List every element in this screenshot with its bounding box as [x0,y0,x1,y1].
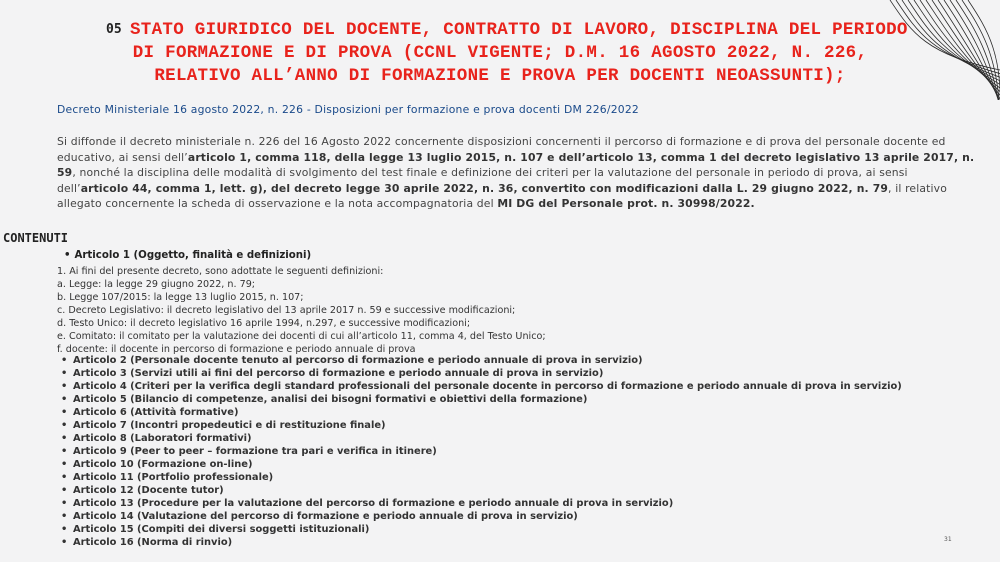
list-item [61,406,902,419]
title-line: DI FORMAZIONE E DI PROVA (CCNL VIGENTE; D.M. 16 AGOSTO 2022, N. 226, [132,43,868,63]
list-item [61,367,902,380]
articles-list [61,354,902,549]
list-item [61,419,902,432]
bullet-icon: • [61,524,68,535]
list-item [61,497,902,510]
definition-item: f. docente: il docente in percorso di formazione e periodo annuale di prova [57,344,416,355]
article-label: Articolo 11 (Portfolio professionale) [73,472,274,483]
bullet-icon: • [61,420,68,431]
article-label: Articolo 7 (Incontri propedeutici e di restituzione finale) [73,420,386,431]
intro-text: , il relativo allegato concernente la scheda di osservazione e la nota accompagnatoria del [57,181,947,210]
bullet-icon: • [61,368,68,379]
title-line: STATO GIURIDICO DEL DOCENTE, CONTRATTO DI LAVORO, DISCIPLINA DEL PERIODO [130,20,908,40]
intro-paragraph [57,134,977,212]
bullet-icon: • [61,485,68,496]
article-label: Articolo 16 (Norma di rinvio) [73,537,233,548]
intro-bold-text: MI DG del Personale prot. n. 30998/2022. [497,197,755,210]
article-label: Articolo 2 (Personale docente tenuto al percorso di formazione e periodo annuale di prova in servizio) [73,355,643,366]
article-label: Articolo 9 (Peer to peer – formazione tra pari e verifica in itinere) [73,446,437,457]
page-title [130,19,908,88]
bullet-icon: • [61,459,68,470]
article-label: Articolo 10 (Formazione on-line) [73,459,253,470]
page-number: 31 [944,536,952,543]
definitions-list [57,265,546,356]
bullet-icon: • [61,537,68,548]
list-item [61,523,902,536]
bullet-icon: • [61,472,68,483]
list-item [61,510,902,523]
bullet-icon: • [61,407,68,418]
intro-text: Si diffonde il decreto ministeriale n. 226 del 16 Agosto 2022 concernente disposizioni concernenti il percorso di formazione e di prova del personale docente ed educativo, ai sensi dell’ [57,135,946,164]
article-label: Articolo 14 (Valutazione del percorso di formazione e periodo annuale di prova in servizio) [73,511,578,522]
decree-subtitle: Decreto Ministeriale 16 agosto 2022, n. 226 - Disposizioni per formazione e prova docenti DM 226/2022 [57,103,639,116]
wave-line [962,0,1000,100]
intro-bold-text: articolo 44, comma 1, lett. g), del decreto legge 30 aprile 2022, n. 36, convertito con modificazioni dalla L. 29 giugno 2022, n. 79 [80,181,889,195]
list-item [61,458,902,471]
list-item [61,432,902,445]
article-label: Articolo 3 (Servizi utili ai fini del percorso di formazione e periodo annuale di prova in servizio) [73,368,604,379]
definition-item: d. Testo Unico: il decreto legislativo 16 aprile 1994, n.297, e successive modificazioni; [57,318,471,329]
intro-text: , nonché la disciplina delle modalità di svolgimento del test finale e definizione dei criteri per la valutazione del personale in periodo di prova, ai sensi dell’ [57,166,908,195]
definition-item: 1. Ai fini del presente decreto, sono adottate le seguenti definizioni: [57,266,384,277]
bullet-icon: • [61,355,68,366]
bullet-icon: • [61,381,68,392]
bullet-icon: • [61,511,68,522]
article-label: Articolo 5 (Bilancio di competenze, analisi dei bisogni formativi e obiettivi della formazione) [73,394,588,405]
list-item [61,536,902,549]
bullet-icon: • [61,433,68,444]
article-label: Articolo 4 (Criteri per la verifica degli standard professionali del personale docente in percorso di formazione e periodo annuale di prova in servizio) [73,381,902,392]
list-item [61,354,902,367]
wave-line [938,0,1000,99]
article-label: Articolo 15 (Compiti dei diversi soggetti istituzionali) [73,524,370,535]
article-label: Articolo 13 (Procedure per la valutazione del percorso di formazione e periodo annuale di prova in servizio) [73,498,674,509]
section-number: 05 [106,22,122,37]
definition-item: a. Legge: la legge 29 giugno 2022, n. 79; [57,279,256,290]
list-item [61,445,902,458]
bullet-icon: • [61,394,68,405]
contents-heading: CONTENUTI [3,231,69,245]
bullet-icon: • [64,250,71,261]
list-item [61,380,902,393]
article-label: Articolo 12 (Docente tutor) [73,485,224,496]
definition-item: b. Legge 107/2015: la legge 13 luglio 2015, n. 107; [57,292,304,303]
bullet-icon: • [61,446,68,457]
title-line: RELATIVO ALL’ANNO DI FORMAZIONE E PROVA PER DOCENTI NEOASSUNTI); [154,66,846,86]
bullet-icon: • [61,498,68,509]
definition-item: c. Decreto Legislativo: il decreto legislativo del 13 aprile 2017 n. 59 e successive modificazioni; [57,305,516,316]
article-label: Articolo 6 (Attività formative) [73,407,239,418]
wave-line [902,0,1000,77]
list-item [61,471,902,484]
intro-bold-text: articolo 1, comma 118, della legge 13 luglio 2015, n. 107 e dell’articolo 13, comma 1 del decreto legislativo 13 aprile 2017, n. 59 [57,150,975,179]
list-item [61,393,902,406]
wavy-lines-decoration [850,0,1000,100]
list-item [61,484,902,497]
definition-item: e. Comitato: il comitato per la valutazione dei docenti di cui all’articolo 11, comma 4, del Testo Unico; [57,331,546,342]
article-1-label: Articolo 1 (Oggetto, finalità e definizioni) [74,250,312,261]
article-label: Articolo 8 (Laboratori formativi) [73,433,252,444]
article-1-heading [64,250,311,261]
